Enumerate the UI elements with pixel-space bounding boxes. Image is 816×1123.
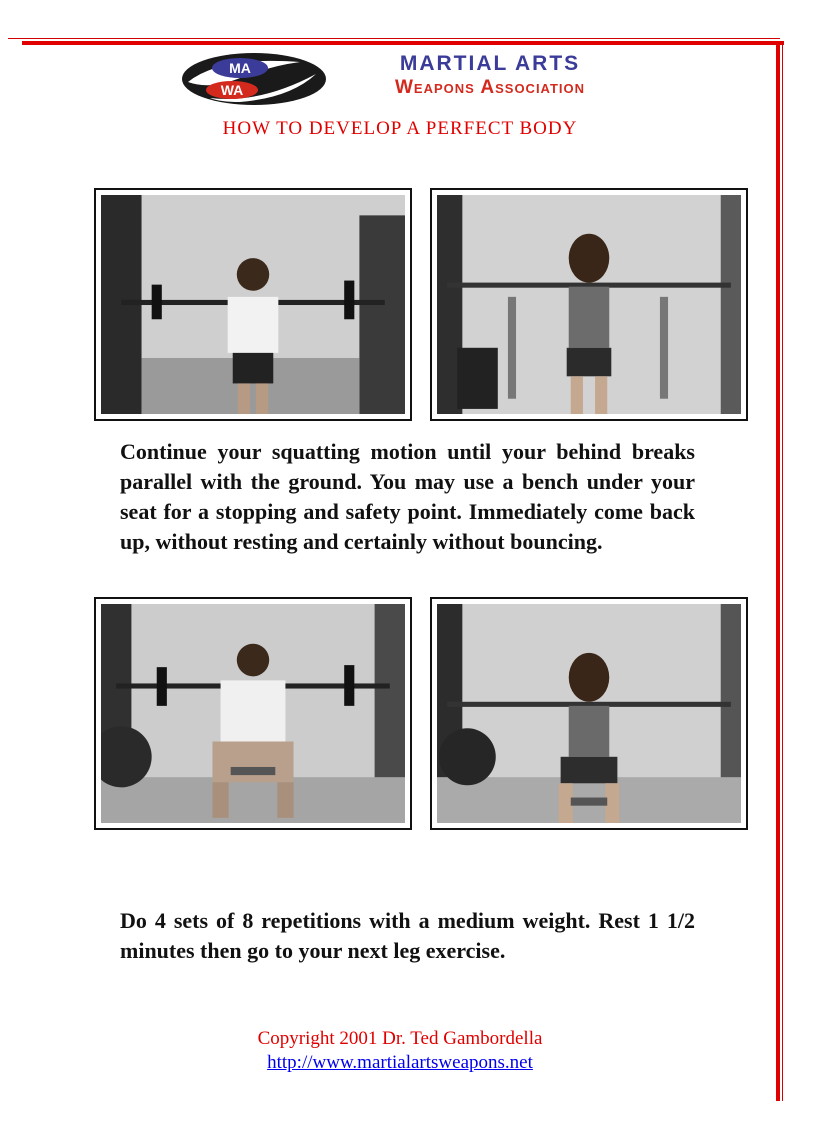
website-link[interactable]: http://www.martialartsweapons.net — [267, 1052, 533, 1073]
instruction-paragraph-2: Do 4 sets of 8 repetitions with a medium weight. Rest 1 1/2 minutes then go to your next leg exercise. — [120, 908, 695, 963]
logo-title-line1: MARTIAL ARTS — [399, 52, 581, 75]
top-border — [22, 41, 784, 45]
photo-woman-squat-bottom — [430, 597, 748, 830]
right-border — [776, 41, 780, 1101]
copyright-notice: Copyright 2001 Dr. Ted Gambordella — [257, 1028, 543, 1049]
right-border-thin — [782, 41, 783, 1101]
logo-badge-top: MA — [229, 60, 251, 76]
logo-title-line2: Weapons Association — [394, 77, 586, 98]
logo-badge-bottom: WA — [220, 82, 244, 98]
photo-man-squat-start — [94, 188, 412, 421]
association-logo — [180, 50, 640, 108]
instruction-paragraph-1: Continue your squatting motion until your behind breaks parallel with the ground. You may use a bench under your seat for a stopping and safety point. Immediately come back up, without resting and certainly without bouncing. — [120, 439, 695, 554]
photo-woman-squat-start — [430, 188, 748, 421]
top-border-thin — [8, 38, 780, 39]
page-title: HOW TO DEVELOP A PERFECT BODY — [222, 118, 578, 139]
logo-badge-icon — [180, 52, 328, 106]
photo-man-squat-bottom — [94, 597, 412, 830]
